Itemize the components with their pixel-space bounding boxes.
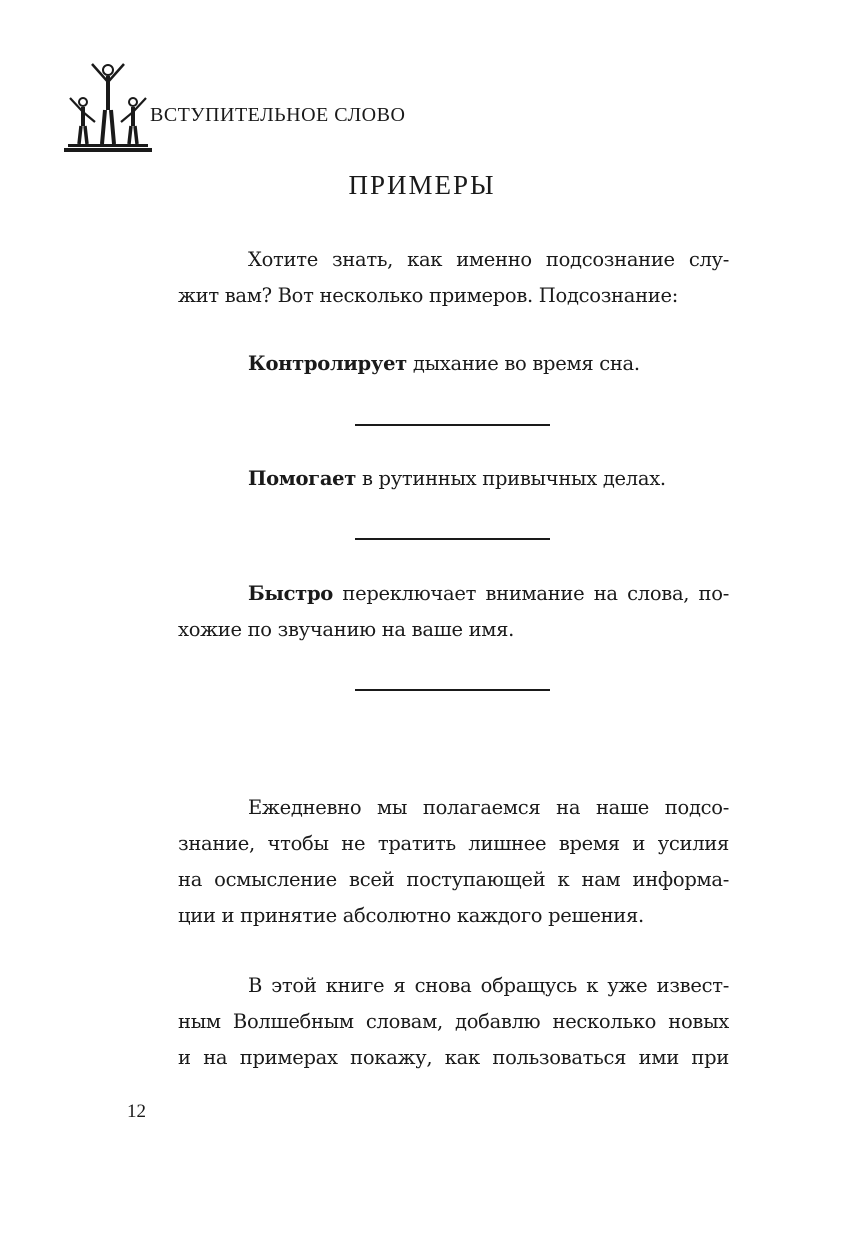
example-item [178,461,729,497]
example-keyword: Быстро [248,582,334,605]
text-line [178,576,729,612]
body-paragraph [178,968,729,1076]
text-line: Хотите знать, как именно подсознание слу- [248,248,729,271]
body-paragraph [178,790,729,934]
text-line: хожие по звучанию на ваше имя. [178,618,515,641]
example-keyword: Помогает [248,467,357,490]
text-line [178,346,729,382]
text-line: жит вам? Вот несколько примеров. Подсознание: [178,284,678,307]
text-line: ции и принятие абсолютно каждого решения. [178,904,644,927]
three-figures-logo-icon [62,60,154,156]
text-line: и на примерах покажу, как пользоваться ими при [178,1046,729,1069]
separator-rule [355,538,550,540]
page-number: 12 [127,1101,146,1122]
example-item [178,346,729,382]
text-line: Ежедневно мы полагаемся на наше подсо- [248,796,729,819]
text-line [178,461,729,497]
separator-rule [355,689,550,691]
section-title: ВСТУПИТЕЛЬНОЕ СЛОВО [150,104,406,126]
example-keyword: Контролирует [248,352,407,375]
example-item [178,576,729,648]
text-line: В этой книге я снова обращусь к уже извест- [248,974,729,997]
intro-paragraph [178,242,729,314]
example-text: дыхание во время сна. [406,352,640,375]
text-line: знание, чтобы не тратить лишнее время и усилия [178,832,729,855]
text-line: на осмысление всей поступающей к нам информа- [178,868,729,891]
text-line: ным Волшебным словам, добавлю несколько новых [178,1010,729,1033]
page-heading: ПРИМЕРЫ [348,170,496,200]
example-text: в рутинных привычных делах. [356,467,666,490]
separator-rule [355,424,550,426]
example-text: переключает внимание на слова, по- [333,582,729,605]
